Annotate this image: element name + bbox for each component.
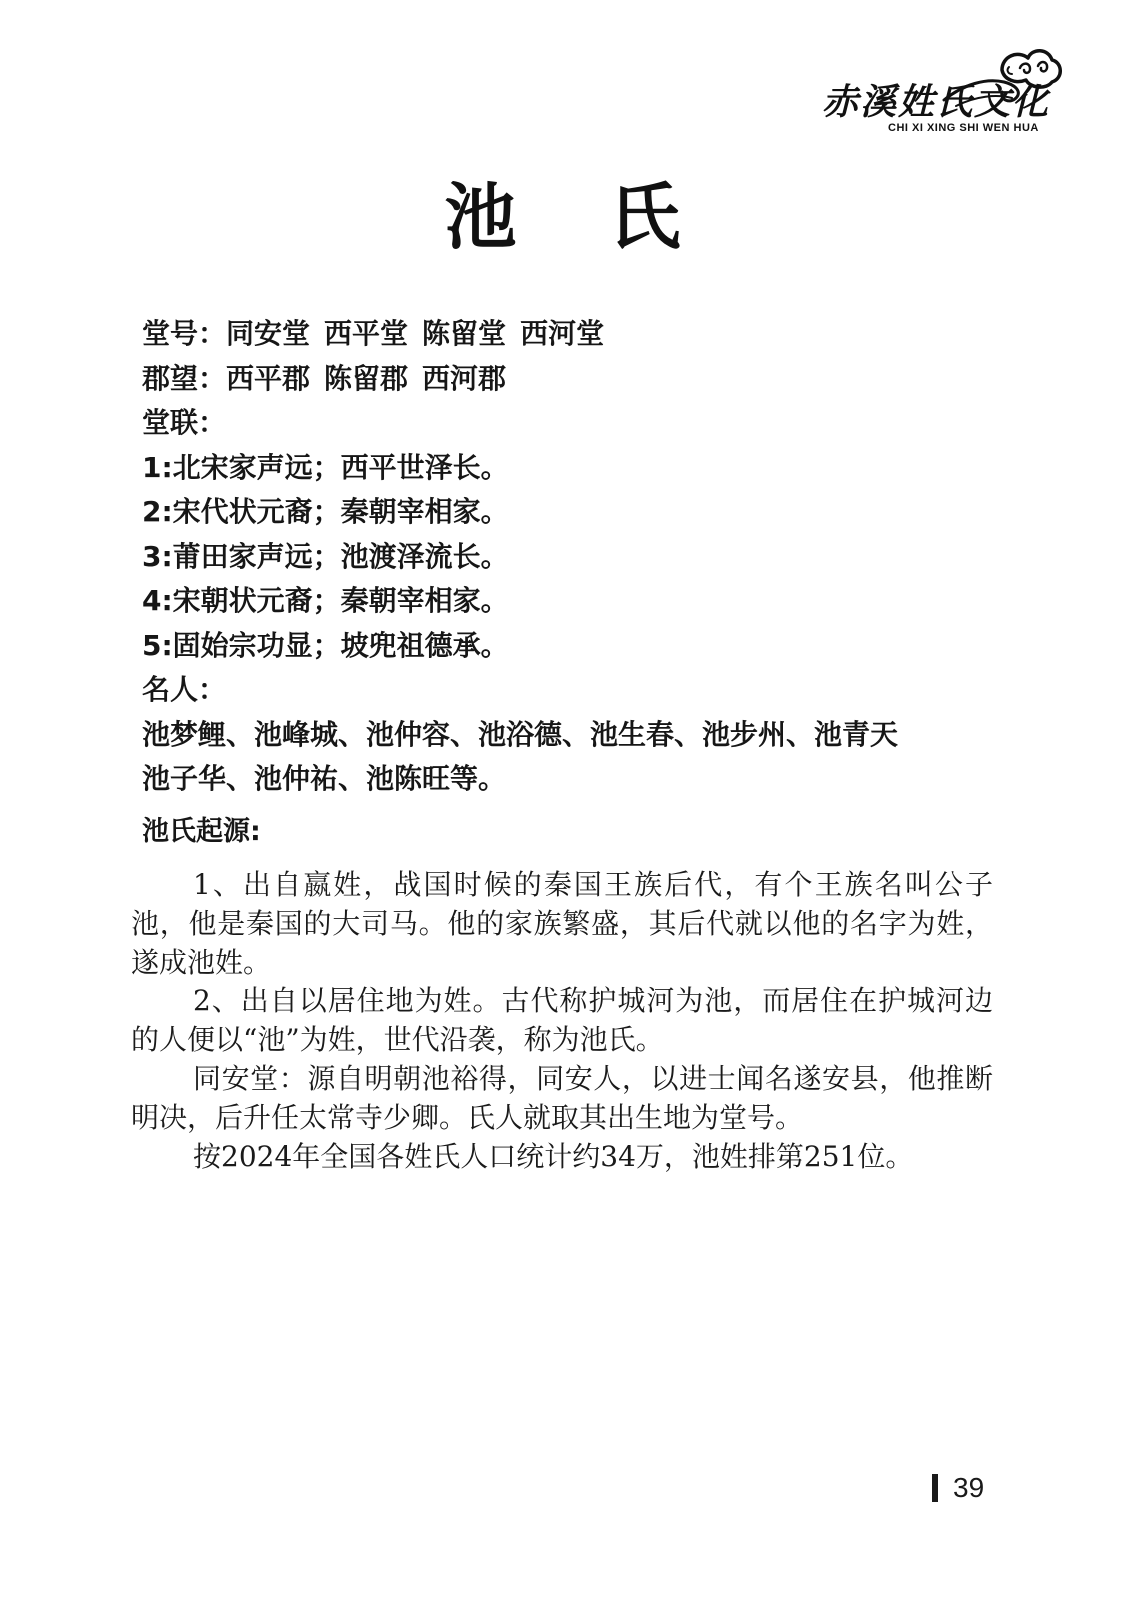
junwang-item: 陈留郡 — [324, 361, 409, 395]
couplet-line: 5:固始宗功显；坡兜祖德承。 — [142, 628, 509, 662]
header-logo — [822, 44, 1062, 144]
tanghao-item: 同安堂 — [226, 317, 311, 350]
tanghao-label: 堂号： — [142, 317, 227, 350]
page-number-bar — [932, 1474, 938, 1502]
tanglian-label: 堂联： — [142, 406, 227, 439]
couplet-line: 4:宋朝状元裔；秦朝宰相家。 — [142, 584, 509, 617]
junwang-label: 郡望： — [142, 361, 227, 395]
origin-paragraph: 按2024年全国各姓氏人口统计约34万，池姓排第251位。 — [193, 1139, 914, 1173]
mingren-label: 名人： — [142, 673, 227, 706]
junwang-item: 西平郡 — [226, 361, 311, 395]
page-title: 池氏 — [444, 174, 773, 259]
couplet-line: 3:莆田家声远；池渡泽流长。 — [142, 539, 509, 573]
tanghao-item: 陈留堂 — [422, 317, 507, 350]
tanghao-line — [142, 312, 992, 357]
logo-title: 赤溪姓氏文化 — [822, 81, 1051, 123]
couplet-line: 2:宋代状元裔；秦朝宰相家。 — [142, 495, 509, 528]
couplet-line: 1:北宋家声远；西平世泽长。 — [142, 450, 509, 484]
info-block — [142, 312, 992, 802]
origin-paragraph: 2、出自以居住地为姓。古代称护城河为池，而居住在护城河边的人便以“池”为姓，世代沿袭，称为池氏。 — [131, 984, 993, 1057]
junwang-line — [142, 357, 992, 402]
junwang-item: 西河郡 — [422, 361, 507, 395]
page-number: 39 — [953, 1472, 985, 1503]
origin-paragraph: 同安堂：源自明朝池裕得，同安人，以进士闻名遂安县，他推断明决，后升任太常寺少卿。氏人就取其出生地为堂号。 — [131, 1061, 993, 1134]
logo-pinyin: CHI XI XING SHI WEN HUA — [888, 122, 1039, 134]
origin-paragraph: 1、出自嬴姓，战国时候的秦国王族后代，有个王族名叫公子池，他是秦国的大司马。他的家族繁盛，其后代就以他的名字为姓，遂成池姓。 — [131, 868, 993, 979]
origin-body — [131, 866, 993, 1176]
tanghao-item: 西河堂 — [520, 317, 605, 350]
mingren-line: 池子华、池仲祐、池陈旺等。 — [142, 762, 507, 795]
origin-heading: 池氏起源: — [142, 816, 261, 847]
mingren-line: 池梦鲤、池峰城、池仲容、池浴德、池生春、池步州、池青天 — [142, 717, 899, 751]
tanghao-item: 西平堂 — [324, 317, 409, 350]
